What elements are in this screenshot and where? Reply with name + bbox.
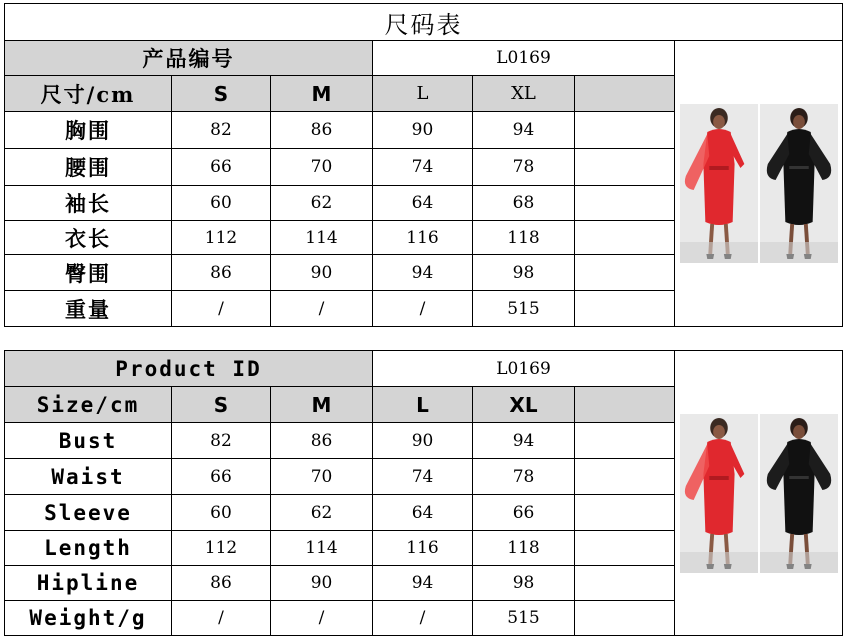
size-m-header: M [271, 387, 373, 423]
cell-value: 74 [373, 459, 473, 495]
cell-value: 86 [271, 423, 373, 459]
cell-value: / [172, 601, 271, 636]
size-chart-table-zh [4, 3, 843, 327]
cell-value: 64 [373, 186, 473, 221]
cell-value: 86 [271, 112, 373, 149]
black-dress-image [760, 414, 838, 573]
row-label: Waist [5, 459, 172, 495]
row-label: Weight/g [5, 601, 172, 636]
size-m-header: M [271, 76, 373, 112]
cell-value: / [373, 601, 473, 636]
product-id-label: Product ID [5, 351, 373, 387]
cell-value: 114 [271, 531, 373, 566]
row-label: Bust [5, 423, 172, 459]
size-l-header: L [373, 387, 473, 423]
cell-value: 116 [373, 221, 473, 255]
cell-value: 114 [271, 221, 373, 255]
empty-cell [575, 221, 675, 255]
cell-value: 82 [172, 423, 271, 459]
row-label: 腰围 [5, 149, 172, 186]
cell-value: 62 [271, 186, 373, 221]
empty-cell [575, 459, 675, 495]
red-dress-image [680, 414, 758, 573]
product-id-label: 产品编号 [5, 41, 373, 76]
product-id-value: L0169 [373, 41, 675, 76]
cell-value: 112 [172, 531, 271, 566]
cell-value: 90 [271, 566, 373, 601]
size-xl-header: XL [473, 387, 575, 423]
size-s-header: S [172, 76, 271, 112]
cell-value: 70 [271, 149, 373, 186]
row-label: Sleeve [5, 495, 172, 531]
cell-value: / [172, 291, 271, 327]
row-label: Hipline [5, 566, 172, 601]
cell-value: 86 [172, 255, 271, 291]
cell-value: 64 [373, 495, 473, 531]
cell-value: 94 [473, 112, 575, 149]
size-header: 尺寸/cm [5, 76, 172, 112]
empty-cell [575, 531, 675, 566]
empty-cell [575, 566, 675, 601]
table-title: 尺码表 [5, 4, 843, 41]
cell-value: 116 [373, 531, 473, 566]
row-label: 胸围 [5, 112, 172, 149]
product-photo-cell [675, 351, 843, 636]
row-label: 重量 [5, 291, 172, 327]
cell-value: 62 [271, 495, 373, 531]
empty-cell [575, 149, 675, 186]
size-header: Size/cm [5, 387, 172, 423]
cell-value: 60 [172, 495, 271, 531]
empty-cell [575, 291, 675, 327]
product-photo [680, 414, 838, 573]
product-photo [680, 104, 838, 263]
cell-value: 60 [172, 186, 271, 221]
row-label: 臀围 [5, 255, 172, 291]
cell-value: / [373, 291, 473, 327]
size-xl-header: XL [473, 76, 575, 112]
cell-value: 70 [271, 459, 373, 495]
cell-value: 86 [172, 566, 271, 601]
empty-cell [575, 495, 675, 531]
cell-value: 74 [373, 149, 473, 186]
cell-value: 515 [473, 291, 575, 327]
cell-value: 98 [473, 566, 575, 601]
size-l-header: L [373, 76, 473, 112]
cell-value: 112 [172, 221, 271, 255]
cell-value: 66 [473, 495, 575, 531]
cell-value: 82 [172, 112, 271, 149]
cell-value: 94 [373, 566, 473, 601]
cell-value: 94 [373, 255, 473, 291]
cell-value: 78 [473, 459, 575, 495]
row-label: 袖长 [5, 186, 172, 221]
cell-value: 118 [473, 221, 575, 255]
product-photo-cell [675, 41, 843, 327]
cell-value: 90 [373, 112, 473, 149]
product-id-value: L0169 [373, 351, 675, 387]
size-chart-table-en [4, 350, 843, 636]
cell-value: 66 [172, 459, 271, 495]
empty-cell [575, 255, 675, 291]
empty-header-cell [575, 76, 675, 112]
size-s-header: S [172, 387, 271, 423]
red-dress-image [680, 104, 758, 263]
cell-value: 90 [373, 423, 473, 459]
empty-cell [575, 601, 675, 636]
cell-value: 118 [473, 531, 575, 566]
empty-cell [575, 186, 675, 221]
row-label: Length [5, 531, 172, 566]
cell-value: 78 [473, 149, 575, 186]
cell-value: / [271, 601, 373, 636]
cell-value: 98 [473, 255, 575, 291]
cell-value: / [271, 291, 373, 327]
empty-header-cell [575, 387, 675, 423]
row-label: 衣长 [5, 221, 172, 255]
black-dress-image [760, 104, 838, 263]
cell-value: 94 [473, 423, 575, 459]
cell-value: 66 [172, 149, 271, 186]
cell-value: 68 [473, 186, 575, 221]
cell-value: 90 [271, 255, 373, 291]
empty-cell [575, 112, 675, 149]
empty-cell [575, 423, 675, 459]
cell-value: 515 [473, 601, 575, 636]
